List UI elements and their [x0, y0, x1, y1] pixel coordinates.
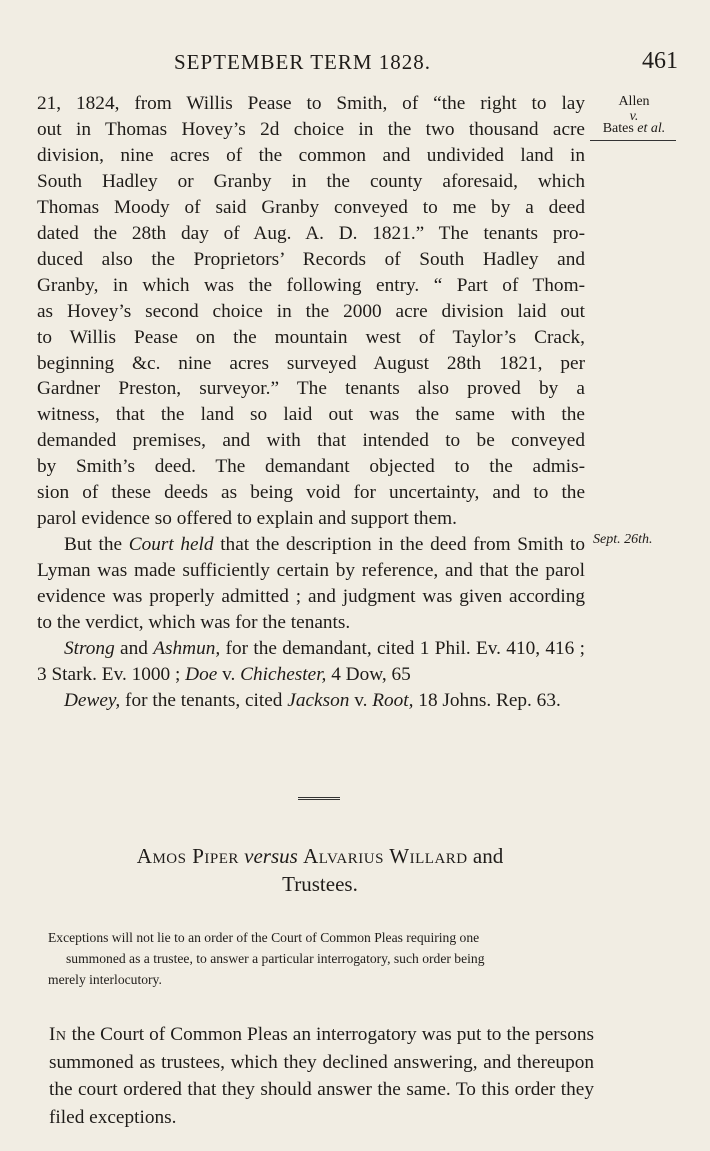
counsel-tenants: Dewey, for the tenants, cited Jackson v. Root, 18 Johns. Rep. 63. — [64, 689, 561, 711]
margin-etal: et al. — [637, 121, 666, 136]
text-line: division, nine acres of the common and undivided land in — [37, 144, 585, 166]
text-line: to Willis Pease on the mountain west of Taylor’s Crack, — [37, 326, 585, 348]
case-title-line1: Amos Piper versus Alvarius Willard and — [136, 844, 504, 868]
text-line: by Smith’s deed. The demandant objected to the admis- — [37, 456, 585, 478]
text-line: parol evidence so offered to explain and support them. — [37, 508, 457, 530]
margin-defendant: Bates et al. — [602, 121, 666, 136]
headnote: Exceptions will not lie to an order of the Court of Common Pleas requiring one summoned as a trustee, to answer a particular interrogatory, such order being merely interlocutory. — [48, 930, 485, 987]
section-divider — [298, 797, 340, 800]
text-line: Gardner Preston, surveyor.” The tenants also proved by a — [37, 378, 585, 400]
court-held: Court held — [128, 534, 214, 556]
text-line: 21, 1824, from Willis Pease to Smith, of “the right to lay — [37, 93, 585, 114]
text-line: out in Thomas Hovey’s 2d choice in the two thousand acre — [37, 118, 585, 140]
case-title-line2: Trustees. — [282, 872, 358, 896]
margin-plaintiff: Allen — [618, 94, 650, 109]
text-line: Thomas Moody of said Granby conveyed to me by a deed — [37, 196, 585, 218]
text-line: duced also the Proprietors’ Records of South Hadley and — [37, 248, 585, 270]
text-line: sion of these deeds as being void for uncertainty, and to the — [37, 482, 585, 504]
second-case-body: In the Court of Common Pleas an interrogatory was put to the persons summoned as trustees, which they declined answering, and thereupon the court ordered that they should answer the same. To this order they filed exceptions. — [49, 1024, 594, 1128]
margin-versus: v. — [629, 109, 639, 124]
text-line: beginning &c. nine acres surveyed August 28th 1821, per — [37, 352, 585, 374]
text-line: Granby, in which was the following entry. “ Part of Thom- — [37, 274, 585, 296]
first-case-paragraph — [37, 91, 585, 532]
text-line: South Hadley or Granby in the county aforesaid, which — [37, 170, 585, 192]
text-line: dated the 28th day of Aug. A. D. 1821.” The tenants pro- — [37, 222, 585, 244]
counsel-demandant: Strong and Ashmun, for the demandant, cited 1 Phil. Ev. 410, 416 ; 3 Stark. Ev. 1000 ; Doe v. Chichester, 4 Dow, 65 — [37, 638, 585, 685]
margin-case-citation — [588, 94, 680, 141]
text-line: witness, that the land so laid out was the same with the — [37, 404, 585, 426]
text-line: as Hovey’s second choice in the 2000 acre division laid out — [37, 300, 585, 322]
second-case-title — [60, 842, 580, 898]
running-title: SEPTEMBER TERM 1828. — [174, 50, 432, 74]
page-number: 461 — [642, 48, 678, 74]
text-line: demanded premises, and with that intended to be conveyed — [37, 430, 585, 452]
holding-paragraph: But the Court held that the description in the deed from Smith to Lyman was made sufficiently certain by reference, and that the parol evidence was properly admitted ; and judgment was given according to the verdict, which was for the tenants. — [37, 534, 585, 634]
first-case-body — [37, 91, 585, 714]
margin-decision-date: Sept. 26th. — [593, 532, 653, 547]
margin-rule — [590, 140, 676, 141]
